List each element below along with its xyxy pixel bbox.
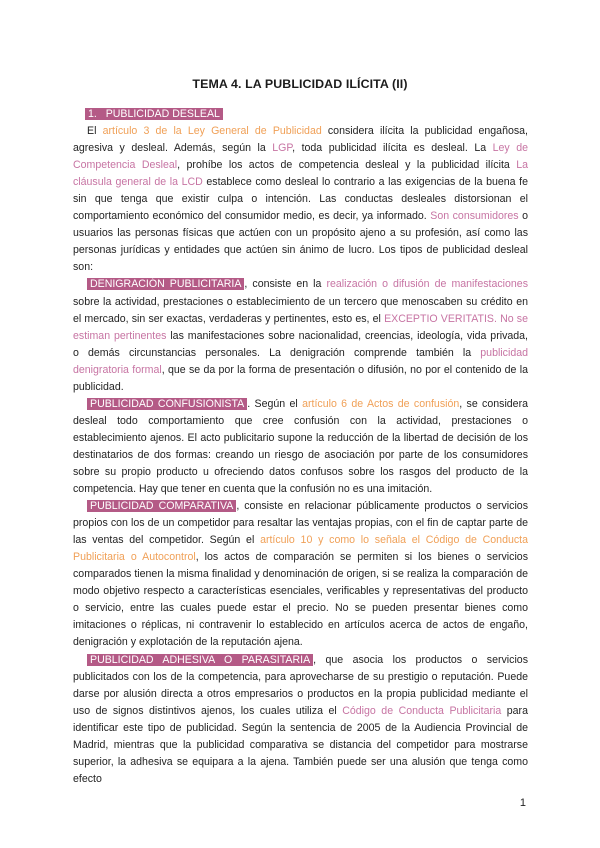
denigracion-tag: DENIGRACIÓN PUBLICITARIA xyxy=(87,278,244,290)
adhesiva-highlight-1: Código de Conducta Publicitaria xyxy=(342,704,502,717)
section-title: PUBLICIDAD DESLEAL xyxy=(105,108,220,120)
confusionista-text-2: , se considera desleal todo comportamiento que cree confusión con la actividad, prestaciones o establecimiento ajenos. El acto publicitario supone la reducción de la libertad de decisión de los destinatarios de dos formas: creando un riesgo de asociación por parte de los consumidores sobre su propio producto u ofreciendo datos confusos sobre los rasgos del producto de la competencia. Hay que tener en cuenta que la confusión no es una imitación. xyxy=(73,397,528,496)
comparativa-tag: PUBLICIDAD COMPARATIVA xyxy=(87,500,236,512)
denigracion-highlight-3: publicidad denigratoria formal xyxy=(73,346,528,376)
denigracion-text-2: sobre la actividad, prestaciones o establecimiento de un tercero que menoscaben su crédito en el mercado, sin ser exactas, verdaderas y pertinentes, esto es, el xyxy=(73,295,528,325)
intro-text-3: , toda publicidad ilícita es desleal. La xyxy=(292,142,493,155)
intro-highlight-consumidores: Son consumidores xyxy=(430,210,519,223)
confusionista-text-1: . Según el xyxy=(247,397,303,410)
intro-paragraph xyxy=(73,123,528,276)
intro-highlight-lcd: Ley de Competencia Desleal xyxy=(73,142,529,172)
adhesiva-text-2: para identificar este tipo de publicidad. Según la sentencia de 2005 de la Audiencia Provincial de Madrid, mientras que la publicidad comparativa se distancia del competidor para mostrarse superior, la adhesiva se equipara a la ajena. También puede ser una alusión que tenga como efecto xyxy=(73,704,528,785)
page-number: 1 xyxy=(519,797,526,809)
comparativa-text-1: , consiste en relacionar públicamente productos o servicios propios con los de un competidor para resaltar las ventajas propias, con el fin de captar parte de las ventas del competidor. Según el xyxy=(73,500,528,547)
adhesiva-text-1: , que asocia los productos o servicios publicitados con los de la competencia, para aprovecharse de su prestigio o reputación. Puede darse por alusión directa a otros empresarios o productos en la propia publicidad mediante el uso de signos distintivos ajenos, los cuales utiliza el xyxy=(73,653,528,717)
adhesiva-paragraph xyxy=(73,652,528,788)
comparativa-highlight-1: artículo 10 y como lo señala el Código de Conducta Publicitaria o Autocontrol xyxy=(73,534,528,564)
comparativa-paragraph xyxy=(73,498,528,651)
intro-text-1: El xyxy=(87,125,103,138)
comparativa-text-2: , los actos de comparación se permiten si los bienes o servicios comparados tienen la misma finalidad y denominación de origen, si se realiza la comparación de modo objetivo respecto a características esenciales, verificables y representativas del producto o servicio, entre las cuales puede estar el precio. No se pueden presentar bienes como imitaciones o réplicas, ni contravenir lo establecido en artículos acerca de actos de engaño, denigración y explotación de la reputación ajena. xyxy=(73,551,528,649)
denigracion-paragraph xyxy=(73,276,528,395)
denigracion-highlight-2: EXCEPTIO VERITATIS. No se estiman pertinentes xyxy=(73,312,528,342)
adhesiva-tag: PUBLICIDAD ADHESIVA O PARASITARIA xyxy=(87,654,313,666)
confusionista-paragraph xyxy=(73,396,528,498)
intro-text-6: o usuarios las personas físicas que actúen con un propósito ajeno a su profesión, así como las personas jurídicas y entidades que actúen sin ánimo de lucro. Los tipos de publicidad desleal son: xyxy=(73,210,528,274)
intro-text-5: establece como desleal lo contrario a las exigencias de la buena fe sin que tenga que existir culpa o intención. Las conductas desleales distorsionan el comportamiento económico del consumidor medio, es decir, ya informado. xyxy=(73,176,528,223)
denigracion-text-4: , que se da por la forma de presentación o difusión, no por el contenido de la publicidad. xyxy=(73,363,528,393)
confusionista-highlight-1: artículo 6 de Actos de confusión xyxy=(302,397,460,410)
denigracion-text-3: las manifestaciones sobre nacionalidad, creencias, ideología, vida privada, o demás circunstancias personales. La denigración comprende también la xyxy=(73,329,528,359)
section-heading-tag xyxy=(85,108,223,120)
intro-highlight-clausula: La cláusula general de la LCD xyxy=(73,159,529,189)
page-title: TEMA 4. LA PUBLICIDAD ILÍCITA (II) xyxy=(192,77,408,91)
section-number: 1. xyxy=(88,108,97,120)
section-heading xyxy=(73,106,528,123)
body-text xyxy=(73,106,528,788)
confusionista-tag: PUBLICIDAD CONFUSIONISTA xyxy=(87,398,247,410)
intro-highlight-lgp-article: artículo 3 de la Ley General de Publicidad xyxy=(102,125,322,138)
intro-highlight-lgp: LGP xyxy=(272,142,293,155)
denigracion-highlight-1: realización o difusión de manifestaciones xyxy=(326,278,528,291)
intro-text-2: considera ilícita la publicidad engañosa, agresiva y desleal. Además, según la xyxy=(73,125,528,155)
intro-text-4: , prohíbe los actos de competencia desleal y la publicidad ilícita xyxy=(177,159,517,172)
denigracion-text-1: , consiste en la xyxy=(244,278,327,291)
